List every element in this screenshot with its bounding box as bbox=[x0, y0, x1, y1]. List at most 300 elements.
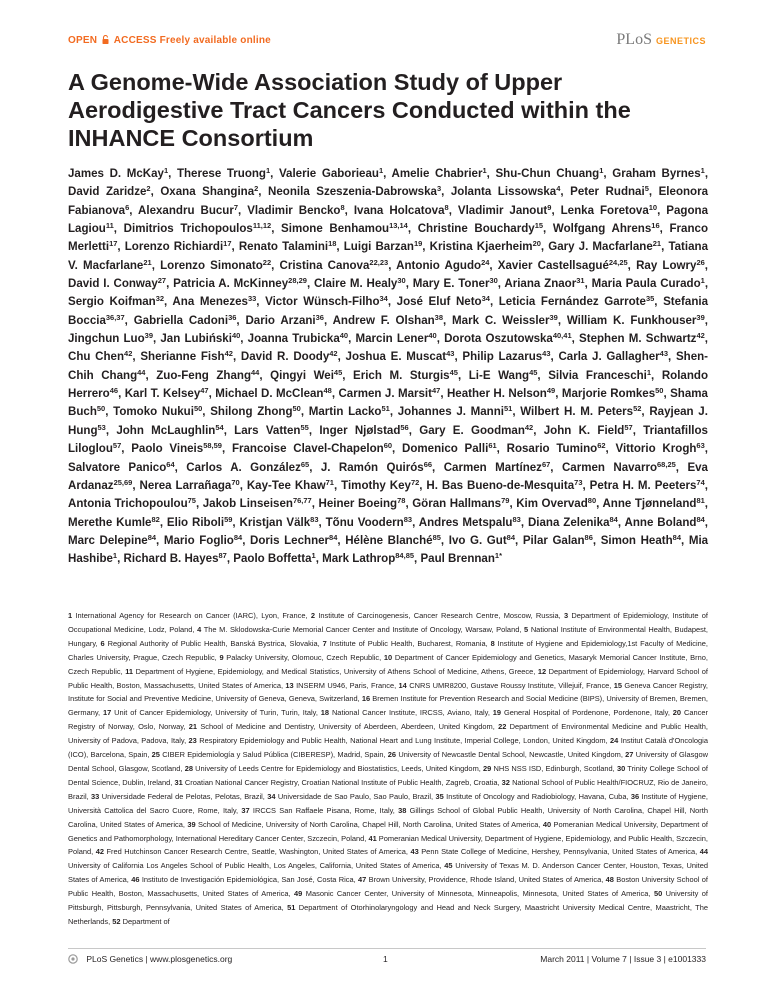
author-name: Heather H. Nelson bbox=[446, 388, 547, 401]
affiliation-number: 38 bbox=[398, 805, 407, 815]
author-name: Chu Chen bbox=[68, 351, 125, 364]
author-name: Shu-Chun Chuang bbox=[495, 168, 600, 180]
author-affiliation-mark: 24,25 bbox=[608, 257, 628, 267]
author-affiliation-mark: 19 bbox=[413, 239, 423, 249]
author-name: Valerie Gaborieau bbox=[278, 168, 379, 180]
affiliation-text: Boston University School of Public Health, Boston, Massachusetts, United States of America, bbox=[68, 875, 708, 899]
author-affiliation-mark: 22,23 bbox=[369, 257, 389, 267]
author-name: Vittorio Krogh bbox=[615, 443, 697, 456]
author-affiliation-mark: 43 bbox=[659, 349, 669, 359]
affiliation-number: 45 bbox=[444, 861, 453, 871]
author-name: Dorota Oszutowska bbox=[444, 333, 553, 346]
author-affiliation-mark: 33 bbox=[247, 294, 257, 304]
affiliation-text: Department of Hygiene, Epidemiology, and Medical Statistics, University of Athens School of Medicine, Athens, Greece, bbox=[135, 666, 536, 676]
author-affiliation-mark: 9 bbox=[547, 202, 552, 212]
author-name: Mary E. Toner bbox=[412, 278, 490, 291]
affiliation-number: 9 bbox=[219, 652, 224, 662]
affiliation-number: 17 bbox=[102, 708, 112, 718]
author-affiliation-mark: 30 bbox=[489, 276, 498, 286]
affiliation-text: INSERM U946, Paris, France, bbox=[296, 680, 397, 690]
affiliation-text: Unit of Cancer Epidemiology, University of Turin, Turin, Italy, bbox=[114, 708, 318, 718]
affiliation-text: CNRS UMR8200, Gustave Roussy Institute, Villejuif, France, bbox=[409, 680, 612, 690]
author-affiliation-mark: 26 bbox=[696, 257, 705, 267]
author-affiliation-mark: 74 bbox=[696, 477, 705, 487]
author-name: Carmen Martínez bbox=[443, 461, 542, 474]
author-name: Francoise Clavel-Chapelon bbox=[231, 443, 384, 456]
author-name: Elio Riboli bbox=[166, 516, 225, 529]
author-affiliation-mark: 18 bbox=[328, 239, 337, 249]
author-name: Triantafillos Liloglou bbox=[68, 424, 708, 456]
author-affiliation-mark: 45 bbox=[333, 367, 343, 377]
affiliation-number: 43 bbox=[410, 847, 419, 857]
author-affiliation-mark: 53 bbox=[97, 422, 106, 432]
affiliation-number: 50 bbox=[653, 889, 663, 899]
affiliation-number: 23 bbox=[188, 736, 197, 746]
affiliation-number: 51 bbox=[287, 903, 296, 913]
author-affiliation-mark: 43 bbox=[542, 349, 551, 359]
affiliation-number: 20 bbox=[672, 708, 682, 718]
author-name: Timothy Key bbox=[341, 479, 411, 492]
author-name: Inger Njølstad bbox=[319, 424, 401, 437]
author-name: Cristina Canova bbox=[279, 259, 370, 272]
citation: March 2011 | Volume 7 | Issue 3 | e1001333 bbox=[540, 954, 706, 964]
affiliation-text: General Hospital of Pordenone, Pordenone, Italy, bbox=[503, 708, 670, 718]
author-affiliation-mark: 1 bbox=[311, 551, 316, 561]
affiliation-number: 2 bbox=[310, 611, 316, 620]
author-affiliation-mark: 48 bbox=[323, 386, 332, 396]
author-affiliation-mark: 20 bbox=[532, 239, 541, 249]
author-name: Ana Menezes bbox=[172, 296, 248, 309]
affiliation-number: 21 bbox=[188, 722, 198, 732]
author-name: Karl T. Kelsey bbox=[124, 388, 201, 401]
author-affiliation-mark: 51 bbox=[504, 404, 513, 414]
affiliation-text: Masonic Cancer Center, University of Minnesota, Minneapolis, Minnesota, United States of America, bbox=[305, 889, 651, 899]
author-name: Paul Brennan bbox=[420, 553, 495, 566]
author-affiliation-mark: 50 bbox=[96, 404, 106, 414]
author-name: Kay-Tee Khaw bbox=[246, 479, 326, 492]
affiliation-number: 35 bbox=[435, 791, 444, 801]
author-name: Lenka Foretova bbox=[560, 204, 649, 217]
journal-header bbox=[68, 33, 706, 51]
affiliation-number: 12 bbox=[537, 666, 547, 676]
author-name: Mario Foglio bbox=[163, 534, 234, 547]
affiliation-text: International Agency for Research on Cancer (IARC), Lyon, France, bbox=[75, 611, 308, 620]
affiliation-text: Brown University, Providence, Rhode Island, United States of America, bbox=[368, 875, 604, 885]
author-affiliation-mark: 40 bbox=[428, 331, 437, 341]
author-affiliation-mark: 1 bbox=[599, 166, 604, 175]
author-affiliation-mark: 84 bbox=[329, 532, 338, 542]
author-name: Lars Vatten bbox=[234, 424, 301, 437]
author-affiliation-mark: 63 bbox=[696, 441, 705, 451]
affiliation-number: 16 bbox=[361, 694, 371, 704]
author-name: Tatiana V. Macfarlane bbox=[68, 241, 709, 272]
author-affiliation-mark: 76,77 bbox=[292, 496, 312, 506]
author-name: Paolo Vineis bbox=[131, 443, 204, 456]
affiliation-number: 28 bbox=[184, 763, 193, 773]
author-name: Vladimir Janout bbox=[457, 204, 548, 217]
author-name: Antonio Agudo bbox=[396, 259, 482, 272]
author-affiliation-mark: 16 bbox=[651, 221, 660, 231]
author-name: Simone Benhamou bbox=[281, 223, 390, 236]
author-name: Zuo-Feng Zhang bbox=[156, 369, 252, 382]
author-affiliation-mark: 40,41 bbox=[552, 331, 572, 341]
author-name: Ray Lowry bbox=[636, 259, 697, 272]
author-affiliation-mark: 5 bbox=[644, 184, 649, 194]
affiliation-number: 8 bbox=[490, 638, 495, 648]
author-affiliation-mark: 1 bbox=[700, 166, 705, 175]
author-affiliation-mark: 25,69 bbox=[113, 477, 133, 487]
author-name: John K. Field bbox=[543, 424, 625, 437]
author-name: Victor Wünsch-Filho bbox=[265, 296, 380, 309]
author-affiliation-mark: 45 bbox=[529, 367, 538, 377]
author-affiliation-mark: 36,37 bbox=[105, 312, 125, 322]
author-affiliation-mark: 84,85 bbox=[395, 551, 415, 561]
affiliation-number: 36 bbox=[630, 791, 640, 801]
author-name: Claire M. Healy bbox=[313, 278, 398, 291]
author-affiliation-mark: 47 bbox=[431, 386, 441, 396]
author-name: Jolanta Lissowska bbox=[450, 186, 557, 199]
author-name: Patricia A. McKinney bbox=[173, 278, 289, 291]
affiliation-text: National Cancer Institute, IRCSS, Aviano, Italy, bbox=[331, 708, 490, 718]
author-name: Therese Truong bbox=[176, 168, 266, 180]
author-name: Maria Paula Curado bbox=[591, 278, 701, 291]
affiliation-text: Department of Environmental Medicine and Public Health, University of Padova, Padova, Italy, bbox=[68, 722, 708, 746]
author-affiliation-mark: 55 bbox=[300, 422, 309, 432]
affiliation-text: Respiratory Epidemiology and Public Health, National Heart and Lung Institute, Imperial College, London, United Kingdom, bbox=[199, 736, 608, 746]
author-affiliation-mark: 36 bbox=[315, 312, 324, 322]
affiliation-number: 15 bbox=[613, 680, 623, 690]
affiliation-text: National Institute of Environmental Health, Budapest, Hungary, bbox=[68, 624, 708, 648]
author-affiliation-mark: 61 bbox=[488, 441, 497, 451]
author-name: Pilar Galan bbox=[522, 534, 585, 547]
affiliation-text: Institute of Hygiene, Università Cattolica del Sacro Cuore, Rome, Italy, bbox=[68, 791, 708, 815]
author-name: David R. Doody bbox=[240, 351, 330, 364]
author-affiliation-mark: 10 bbox=[648, 202, 658, 212]
affiliation-text: Penn State College of Medicine, Hershey, Pennsylvania, United States of America, bbox=[421, 847, 698, 857]
affiliation-number: 39 bbox=[187, 819, 196, 829]
author-affiliation-mark: 8 bbox=[444, 202, 449, 212]
author-affiliation-mark: 34 bbox=[481, 294, 490, 304]
author-name: Qingyi Wei bbox=[270, 369, 334, 382]
page-number: 1 bbox=[383, 954, 388, 964]
author-affiliation-mark: 71 bbox=[325, 477, 334, 487]
author-affiliation-mark: 43 bbox=[446, 349, 455, 359]
author-affiliation-mark: 87 bbox=[218, 551, 227, 561]
author-affiliation-mark: 39 bbox=[144, 331, 153, 341]
author-affiliation-mark: 80 bbox=[587, 496, 597, 506]
affiliation-number: 29 bbox=[483, 763, 492, 773]
author-name: Pagona Lagiou bbox=[68, 204, 708, 236]
affiliation-number: 19 bbox=[492, 708, 502, 718]
affiliation-text: National School of Public Health/FIOCRUZ, Rio de Janeiro, Brazil, bbox=[68, 777, 708, 801]
affiliation-number: 4 bbox=[197, 624, 202, 634]
author-affiliation-mark: 52 bbox=[633, 404, 642, 414]
affiliation-text: School of Medicine, University of North Carolina, Chapel Hill, North Carolina, United States of America, bbox=[198, 819, 541, 829]
plos-logo-icon bbox=[68, 954, 78, 964]
affiliation-number: 24 bbox=[610, 736, 619, 746]
author-name: Rayjean J. Hung bbox=[68, 406, 708, 437]
author-affiliation-mark: 38 bbox=[434, 312, 444, 322]
author-name: Carlos A. González bbox=[186, 461, 301, 474]
author-affiliation-mark: 44 bbox=[137, 367, 146, 377]
author-name: Mark C. Weissler bbox=[452, 314, 550, 327]
affiliation-number: 34 bbox=[267, 791, 276, 801]
author-name: John McLaughlin bbox=[116, 424, 216, 437]
page-footer bbox=[68, 954, 706, 968]
affiliation-text: Department of Epidemiology, Institute of Occupational Medicine, Lodz, Poland, bbox=[68, 611, 708, 634]
author-affiliation-mark: 73 bbox=[574, 477, 583, 487]
affiliation-number: 5 bbox=[524, 624, 529, 634]
author-affiliation-mark: 49 bbox=[546, 386, 556, 396]
author-affiliation-mark: 57 bbox=[112, 441, 122, 451]
affiliation-text: School of Medicine and Dentistry, University of Aberdeen, Aberdeen, United Kingdom, bbox=[200, 722, 495, 732]
author-name: Sherianne Fish bbox=[140, 351, 225, 364]
author-name: Kristina Kjaerheim bbox=[429, 241, 533, 254]
author-name: Gary J. Macfarlane bbox=[548, 241, 653, 254]
author-name: Eva Ardanaz bbox=[68, 461, 708, 492]
author-affiliation-mark: 84 bbox=[696, 514, 705, 524]
author-affiliation-mark: 83 bbox=[310, 514, 319, 524]
affiliation-text: Croatian National Cancer Registry, Croatian National Institute of Public Health, Zagreb, Croatia, bbox=[184, 777, 500, 787]
author-name: Marc Delepine bbox=[68, 534, 148, 547]
journal-url[interactable]: www.plosgenetics.org bbox=[150, 954, 233, 964]
affiliation-text: Instituto de Investigación Epidemiológica, San José, Costa Rica, bbox=[141, 875, 356, 885]
affiliation-text: Institut Català d'Oncologia (ICO), Barcelona, Spain, bbox=[68, 736, 708, 760]
affiliation-number: 49 bbox=[294, 889, 303, 899]
author-name: José Eluf Neto bbox=[396, 296, 482, 309]
author-name: Jan Lubiński bbox=[160, 333, 232, 346]
author-name: Johannes J. Manni bbox=[397, 406, 504, 419]
author-affiliation-mark: 60 bbox=[383, 441, 393, 451]
author-name: Leticia Fernández Garrote bbox=[498, 296, 646, 309]
author-affiliation-mark: 81 bbox=[696, 496, 705, 506]
author-name: Tomoko Nukui bbox=[113, 406, 194, 419]
author-affiliation-mark: 44 bbox=[251, 367, 260, 377]
author-name: Joshua E. Muscat bbox=[345, 351, 447, 364]
affiliation-text: University of Leeds Centre for Epidemiology and Biostatistics, Leeds, United Kingdom, bbox=[195, 763, 481, 773]
author-affiliation-mark: 54 bbox=[215, 422, 224, 432]
affiliation-number: 32 bbox=[501, 777, 510, 787]
author-affiliation-mark: 59 bbox=[224, 514, 233, 524]
author-name: Hélène Blanché bbox=[345, 534, 433, 547]
affiliation-number: 25 bbox=[151, 750, 160, 760]
author-name: Renato Talamini bbox=[238, 241, 329, 254]
affiliation-number: 27 bbox=[625, 750, 634, 760]
author-name: Shama Buch bbox=[68, 388, 708, 419]
author-affiliation-mark: 17 bbox=[223, 239, 232, 249]
affiliation-number: 48 bbox=[605, 875, 614, 885]
author-name: Graham Byrnes bbox=[612, 168, 701, 180]
author-affiliation-mark: 58,59 bbox=[203, 441, 222, 451]
author-affiliation-mark: 42 bbox=[696, 331, 705, 341]
author-name: Merethe Kumle bbox=[68, 516, 152, 529]
author-affiliation-mark: 30 bbox=[397, 276, 406, 286]
author-affiliation-mark: 34 bbox=[379, 294, 388, 304]
author-name: Anne Tjønneland bbox=[602, 498, 697, 511]
affiliation-text: Institute of Oncology and Radiobiology, Havana, Cuba, bbox=[446, 791, 629, 801]
affiliation-number: 52 bbox=[112, 916, 121, 926]
article-title: A Genome-Wide Association Study of Upper Aerodigestive Tract Cancers Conducted within the INHANCE Consortium bbox=[68, 69, 631, 151]
author-name: Neonila Szeszenia-Dabrowska bbox=[268, 186, 437, 199]
author-name: H. Bas Bueno-de-Mesquita bbox=[426, 479, 575, 492]
author-affiliation-mark: 84 bbox=[233, 532, 243, 542]
author-name: Ariana Znaor bbox=[504, 278, 577, 291]
affiliation-text: Bremen Institute for Prevention Research and Social Medicine (BIPS), University of Bremen, Bremen, Germany, bbox=[68, 694, 708, 718]
author-affiliation-mark: 84 bbox=[609, 514, 618, 524]
affiliation-text: Institute of Carcinogenesis, Cancer Research Centre, Moscow, Russia, bbox=[318, 611, 561, 620]
author-affiliation-mark: 28,29 bbox=[288, 276, 307, 286]
author-affiliation-mark: 1 bbox=[646, 367, 652, 377]
author-affiliation-mark: 67 bbox=[541, 459, 551, 469]
affiliation-text: The M. Sklodowska-Curie Memorial Cancer Center and Institute of Oncology, Warsaw, Poland, bbox=[203, 624, 522, 634]
affiliation-number: 26 bbox=[387, 750, 397, 760]
author-affiliation-mark: 11 bbox=[105, 221, 114, 231]
author-affiliation-mark: 32 bbox=[155, 294, 165, 304]
author-affiliation-mark: 45 bbox=[449, 367, 458, 377]
author-affiliation-mark: 39 bbox=[696, 312, 705, 322]
author-affiliation-mark: 31 bbox=[576, 276, 585, 286]
author-affiliation-mark: 21 bbox=[143, 257, 152, 267]
affiliation-number: 30 bbox=[616, 763, 626, 773]
affiliation-text: Universidade Federal de Pelotas, Pelotas, Brazil, bbox=[101, 791, 265, 801]
author-affiliation-mark: 6 bbox=[125, 202, 130, 212]
author-name: Stephen M. Schwartz bbox=[579, 333, 697, 346]
affiliation-text: Regional Authority of Public Health, Banská Bystrica, Slovakia, bbox=[107, 638, 320, 648]
affiliation-text: Palacky University, Olomouc, Czech Republic, bbox=[226, 652, 382, 662]
author-affiliation-mark: 84 bbox=[672, 532, 682, 542]
author-name: Andrew F. Olshan bbox=[332, 314, 435, 327]
author-affiliation-mark: 11,12 bbox=[252, 221, 272, 231]
author-affiliation-mark: 42 bbox=[124, 349, 133, 359]
author-affiliation-mark: 35 bbox=[645, 294, 655, 304]
author-affiliation-mark: 56 bbox=[400, 422, 409, 432]
affiliation-text: University of Pittsburgh, Pittsburgh, Pennsylvania, United States of America, bbox=[68, 889, 708, 913]
journal-logo: PLoS GENETICS bbox=[616, 31, 706, 48]
author-affiliation-mark: 79 bbox=[501, 496, 510, 506]
author-name: Doris Lechner bbox=[250, 534, 330, 547]
author-name: Dimitrios Trichopoulos bbox=[123, 223, 253, 236]
author-affiliation-mark: 36 bbox=[228, 312, 237, 322]
author-name: Peter Rudnai bbox=[570, 186, 645, 199]
author-name: James D. McKay bbox=[68, 168, 164, 180]
open-access-label: OPEN ACCESS Freely available online bbox=[68, 35, 271, 46]
author-name: Marcin Lener bbox=[355, 333, 429, 346]
author-name: Jingchun Luo bbox=[68, 333, 145, 346]
author-affiliation-mark: 24 bbox=[481, 257, 490, 267]
author-affiliation-mark: 7 bbox=[233, 202, 239, 212]
author-name: Gabriella Cadoni bbox=[133, 314, 229, 327]
affiliation-text: Department of Cancer Epidemiology and Genetics, Masaryk Memorial Cancer Institute, Brno, Czech Republic, bbox=[68, 652, 708, 676]
author-affiliation-mark: 42 bbox=[329, 349, 338, 359]
author-name: J. Ramón Quirós bbox=[320, 461, 424, 474]
affiliation-text: Gillings School of Global Public Health, University of North Carolina, Chapel Hill, North Carolina, United States of America, bbox=[68, 805, 708, 829]
author-affiliation-mark: 1 bbox=[378, 166, 384, 175]
affiliation-number: 47 bbox=[358, 875, 367, 885]
author-name: Kim Overvad bbox=[516, 498, 588, 511]
affiliation-number: 46 bbox=[131, 875, 140, 885]
author-name: Shilong Zhong bbox=[210, 406, 293, 419]
author-name: Ivana Holcatova bbox=[353, 204, 445, 217]
author-name: Michael D. McClean bbox=[215, 388, 324, 401]
affiliation-text: Trinity College School of Dental Science, Dublin, Ireland, bbox=[68, 763, 709, 787]
author-affiliation-mark: 50 bbox=[655, 386, 664, 396]
affiliation-number: 10 bbox=[383, 652, 393, 662]
author-affiliation-mark: 2 bbox=[254, 184, 259, 194]
affiliation-text: Department of Otorhinolaryngology and Head and Neck Surgery, Maastricht University Medical Centre, Maastricht, The Netherlands, bbox=[68, 903, 708, 926]
author-affiliation-mark: 83 bbox=[403, 514, 413, 524]
author-affiliation-mark: 40 bbox=[339, 331, 349, 341]
author-name: Lorenzo Richiardi bbox=[124, 241, 224, 254]
affiliation-number: 42 bbox=[95, 847, 104, 857]
author-name: Rosario Tumino bbox=[506, 443, 598, 456]
author-name: Simon Heath bbox=[600, 534, 673, 547]
author-affiliation-mark: 1 bbox=[112, 551, 118, 561]
affiliation-number: 7 bbox=[322, 638, 327, 648]
author-name: Anne Boland bbox=[624, 516, 697, 529]
author-affiliation-mark: 47 bbox=[200, 386, 209, 396]
affiliation-number: 11 bbox=[125, 666, 134, 676]
author-affiliation-mark: 13,14 bbox=[389, 221, 408, 231]
author-affiliation-mark: 1 bbox=[265, 166, 271, 175]
author-affiliation-mark: 1 bbox=[163, 166, 169, 175]
affiliation-number: 3 bbox=[564, 611, 569, 620]
author-affiliation-mark: 8 bbox=[340, 202, 345, 212]
affiliation-text: Pomeranian Medical University, Department of Hygiene, Epidemiology, and Public Health, Szczecin, Poland, bbox=[68, 833, 708, 857]
affiliation-text: CIBER Epidemiología y Salud Pública (CIBERESP), Madrid, Spain, bbox=[162, 750, 386, 760]
affiliation-text: Cancer Registry of Norway, Oslo, Norway, bbox=[68, 708, 708, 732]
author-name: Carmen J. Marsit bbox=[338, 388, 432, 401]
author-name: Jakob Linseisen bbox=[202, 498, 293, 511]
affiliation-number: 33 bbox=[91, 791, 100, 801]
author-affiliation-mark: 65 bbox=[300, 459, 310, 469]
affiliation-text: IRCCS San Raffaele Pisana, Rome, Italy, bbox=[252, 805, 395, 815]
author-name: Alexandru Bucur bbox=[138, 204, 234, 217]
affiliation-number: 41 bbox=[368, 833, 377, 843]
author-affiliation-mark: 46 bbox=[109, 386, 119, 396]
author-name: Stefania Boccia bbox=[68, 296, 709, 327]
affiliation-text: NHS NSS ISD, Edinburgh, Scotland, bbox=[493, 763, 615, 773]
author-name: Philip Lazarus bbox=[462, 351, 543, 364]
affiliation-text: Department of bbox=[122, 916, 170, 926]
author-name: Kristjan Välk bbox=[239, 516, 311, 529]
author-name: Joanna Trubicka bbox=[247, 333, 340, 346]
affiliation-text: Pomeranian Medical University, Department of Genetics and Pathomorphology, International Hereditary Cancer Center, Szczecin, Poland, bbox=[68, 819, 708, 843]
author-affiliation-mark: 40 bbox=[231, 331, 241, 341]
affiliation-number: 37 bbox=[241, 805, 250, 815]
author-affiliation-mark: 39 bbox=[549, 312, 558, 322]
author-name: Martin Lacko bbox=[308, 406, 382, 419]
author-affiliation-mark: 2 bbox=[146, 184, 151, 194]
author-affiliation-mark: 42 bbox=[224, 349, 233, 359]
affiliation-list bbox=[68, 609, 708, 929]
author-affiliation-mark: 66 bbox=[423, 459, 433, 469]
author-affiliation-mark: 57 bbox=[624, 422, 633, 432]
affiliation-text: University of Texas M. D. Anderson Cancer Center, Houston, Texas, United States of America, bbox=[68, 861, 709, 885]
author-affiliation-mark: 64 bbox=[166, 459, 175, 469]
affiliation-number: 40 bbox=[542, 819, 552, 829]
affiliation-text: University of Newcastle Dental School, Newcastle, United Kingdom, bbox=[398, 750, 623, 760]
author-name: Göran Hallmans bbox=[412, 498, 502, 511]
author-name: Ivo G. Gut bbox=[448, 534, 507, 547]
author-name: William K. Funkhouser bbox=[566, 314, 697, 327]
affiliation-text: Universidade de Sao Paulo, Sao Paulo, Brazil, bbox=[277, 791, 434, 801]
author-affiliation-mark: 83 bbox=[512, 514, 521, 524]
author-name: Vladimir Bencko bbox=[247, 204, 341, 217]
author-name: Mia Hashibe bbox=[68, 534, 709, 566]
author-name: Richard B. Hayes bbox=[123, 553, 219, 566]
author-name: Paolo Boffetta bbox=[233, 553, 312, 566]
author-name: Li-E Wang bbox=[468, 369, 530, 382]
